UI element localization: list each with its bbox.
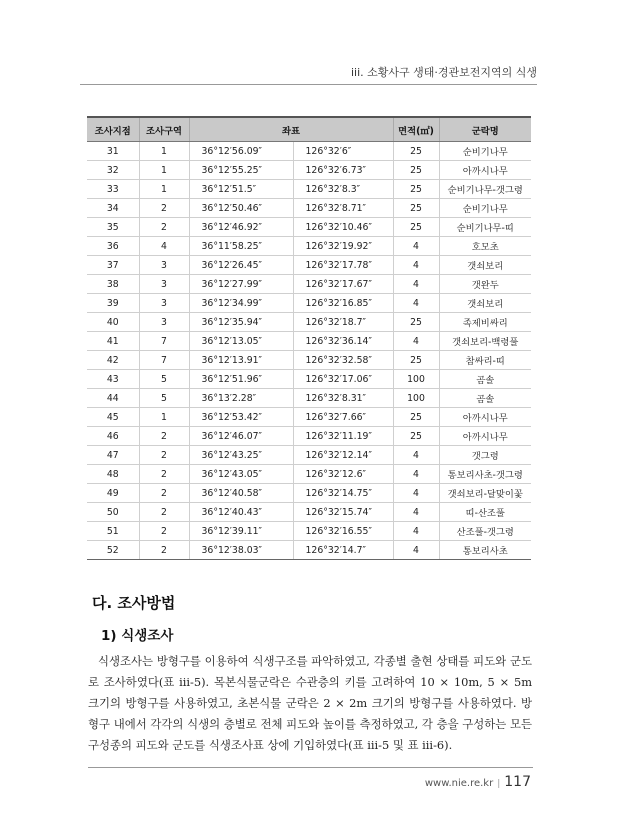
table-row	[87, 446, 531, 465]
cell-longitude: 126°32′11.19″	[293, 427, 393, 446]
footer	[425, 774, 531, 790]
cell-community: 호모초	[439, 237, 531, 256]
cell-site: 45	[87, 408, 139, 427]
table-row	[87, 351, 531, 370]
cell-site: 33	[87, 180, 139, 199]
table-row	[87, 237, 531, 256]
cell-area: 25	[393, 427, 439, 446]
cell-community: 순비기나무-띠	[439, 218, 531, 237]
cell-latitude: 36°12′56.09″	[189, 142, 293, 161]
cell-site: 31	[87, 142, 139, 161]
cell-area: 4	[393, 256, 439, 275]
cell-area: 4	[393, 332, 439, 351]
cell-community: 갯완두	[439, 275, 531, 294]
cell-longitude: 126°32′12.14″	[293, 446, 393, 465]
cell-community: 갯쇠보리	[439, 294, 531, 313]
cell-site: 46	[87, 427, 139, 446]
cell-community: 족제비싸리	[439, 313, 531, 332]
cell-area: 25	[393, 161, 439, 180]
cell-latitude: 36°12′53.42″	[189, 408, 293, 427]
cell-latitude: 36°12′27.99″	[189, 275, 293, 294]
cell-zone: 2	[139, 446, 189, 465]
table-row	[87, 332, 531, 351]
cell-site: 34	[87, 199, 139, 218]
cell-area: 4	[393, 465, 439, 484]
cell-community: 아까시나무	[439, 408, 531, 427]
table-row	[87, 522, 531, 541]
cell-longitude: 126°32′12.6″	[293, 465, 393, 484]
cell-community: 산조풀-갯그령	[439, 522, 531, 541]
cell-longitude: 126°32′32.58″	[293, 351, 393, 370]
cell-area: 4	[393, 522, 439, 541]
cell-zone: 2	[139, 484, 189, 503]
cell-area: 4	[393, 484, 439, 503]
footer-url: www.nie.re.kr	[424, 778, 494, 789]
cell-community: 아까시나무	[439, 161, 531, 180]
cell-longitude: 126°32′17.67″	[293, 275, 393, 294]
cell-zone: 5	[139, 370, 189, 389]
table-row	[87, 370, 531, 389]
header-area: 면적(㎡)	[393, 117, 439, 142]
body-paragraph: 식생조사는 방형구를 이용하여 식생구조를 파악하였고, 각종별 출현 상태를 피도와 군도로 조사하였다(표 iii-5). 목본식물군락은 수관층의 키를 고려하여 10 × 10m, 5 × 5m 크기의 방형구를 사용하였고, 초본식물 군락은 2 × 2m 크기의 방형구를 사용하였다. 방형구 내에서 각각의 식생의 층별로 전체 피도와 높이를 측정하였고, 각 층을 구성하는 모든 구성종의 피도와 군도를 식생조사표 상에 기입하였다(표 iii-5 및 표 iii-6).	[88, 654, 532, 752]
cell-zone: 1	[139, 180, 189, 199]
cell-zone: 3	[139, 256, 189, 275]
cell-zone: 7	[139, 351, 189, 370]
cell-site: 52	[87, 541, 139, 560]
cell-latitude: 36°12′13.05″	[189, 332, 293, 351]
cell-site: 38	[87, 275, 139, 294]
cell-community: 띠-산조풀	[439, 503, 531, 522]
subsection-title: 1) 식생조사	[101, 628, 174, 644]
cell-site: 35	[87, 218, 139, 237]
footer-divider	[88, 767, 533, 768]
cell-site: 44	[87, 389, 139, 408]
survey-site-table	[87, 116, 531, 560]
cell-latitude: 36°12′50.46″	[189, 199, 293, 218]
cell-area: 4	[393, 294, 439, 313]
cell-zone: 2	[139, 199, 189, 218]
table-row	[87, 313, 531, 332]
cell-latitude: 36°12′43.05″	[189, 465, 293, 484]
cell-community: 순비기나무	[439, 142, 531, 161]
cell-longitude: 126°32′10.46″	[293, 218, 393, 237]
table-row	[87, 427, 531, 446]
cell-site: 36	[87, 237, 139, 256]
cell-longitude: 126°32′17.06″	[293, 370, 393, 389]
cell-area: 100	[393, 389, 439, 408]
table-row	[87, 294, 531, 313]
table-row	[87, 275, 531, 294]
cell-community: 갯쇠보리-백령풀	[439, 332, 531, 351]
cell-longitude: 126°32′6″	[293, 142, 393, 161]
section-title: 다. 조사방법	[92, 594, 176, 612]
cell-latitude: 36°12′46.92″	[189, 218, 293, 237]
cell-latitude: 36°13′2.28″	[189, 389, 293, 408]
cell-zone: 7	[139, 332, 189, 351]
cell-latitude: 36°12′40.58″	[189, 484, 293, 503]
table-body	[87, 142, 531, 560]
cell-site: 51	[87, 522, 139, 541]
table-row	[87, 389, 531, 408]
cell-area: 100	[393, 370, 439, 389]
cell-latitude: 36°12′51.5″	[189, 180, 293, 199]
cell-longitude: 126°32′14.7″	[293, 541, 393, 560]
cell-site: 37	[87, 256, 139, 275]
cell-area: 25	[393, 180, 439, 199]
cell-zone: 3	[139, 294, 189, 313]
cell-site: 49	[87, 484, 139, 503]
cell-longitude: 126°32′36.14″	[293, 332, 393, 351]
cell-community: 곰솔	[439, 389, 531, 408]
cell-community: 아까시나무	[439, 427, 531, 446]
cell-zone: 2	[139, 503, 189, 522]
table-row	[87, 142, 531, 161]
table-row	[87, 161, 531, 180]
table-header-row	[87, 117, 531, 142]
cell-community: 갯쇠보리	[439, 256, 531, 275]
cell-latitude: 36°12′34.99″	[189, 294, 293, 313]
cell-longitude: 126°32′18.7″	[293, 313, 393, 332]
header-coordinates: 좌표	[189, 117, 393, 142]
cell-site: 41	[87, 332, 139, 351]
cell-longitude: 126°32′19.92″	[293, 237, 393, 256]
cell-latitude: 36°11′58.25″	[189, 237, 293, 256]
cell-area: 4	[393, 541, 439, 560]
header-community: 군락명	[439, 117, 531, 142]
cell-latitude: 36°12′13.91″	[189, 351, 293, 370]
cell-site: 42	[87, 351, 139, 370]
running-header: iii. 소황사구 생태·경관보전지역의 식생	[350, 66, 537, 79]
table-row	[87, 180, 531, 199]
cell-longitude: 126°32′16.55″	[293, 522, 393, 541]
table-row	[87, 484, 531, 503]
cell-latitude: 36°12′40.43″	[189, 503, 293, 522]
cell-area: 25	[393, 313, 439, 332]
cell-area: 25	[393, 218, 439, 237]
cell-latitude: 36°12′51.96″	[189, 370, 293, 389]
table-row	[87, 218, 531, 237]
cell-area: 4	[393, 275, 439, 294]
header-divider	[80, 84, 537, 85]
cell-site: 43	[87, 370, 139, 389]
cell-longitude: 126°32′15.74″	[293, 503, 393, 522]
table-row	[87, 256, 531, 275]
table-row	[87, 408, 531, 427]
cell-latitude: 36°12′26.45″	[189, 256, 293, 275]
cell-zone: 1	[139, 142, 189, 161]
cell-community: 곰솔	[439, 370, 531, 389]
page-number: 117	[504, 774, 531, 790]
cell-area: 4	[393, 503, 439, 522]
cell-area: 25	[393, 351, 439, 370]
cell-community: 통보리사초	[439, 541, 531, 560]
cell-latitude: 36°12′38.03″	[189, 541, 293, 560]
cell-longitude: 126°32′8.31″	[293, 389, 393, 408]
cell-zone: 2	[139, 427, 189, 446]
cell-zone: 5	[139, 389, 189, 408]
cell-site: 50	[87, 503, 139, 522]
cell-latitude: 36°12′43.25″	[189, 446, 293, 465]
cell-area: 4	[393, 237, 439, 256]
cell-community: 갯쇠보리-달맞이꽃	[439, 484, 531, 503]
cell-latitude: 36°12′46.07″	[189, 427, 293, 446]
cell-zone: 1	[139, 408, 189, 427]
cell-area: 25	[393, 408, 439, 427]
cell-longitude: 126°32′6.73″	[293, 161, 393, 180]
header-site: 조사지점	[87, 117, 139, 142]
cell-community: 참싸리-띠	[439, 351, 531, 370]
cell-longitude: 126°32′16.85″	[293, 294, 393, 313]
cell-site: 48	[87, 465, 139, 484]
cell-area: 4	[393, 446, 439, 465]
cell-zone: 2	[139, 522, 189, 541]
cell-zone: 3	[139, 275, 189, 294]
cell-site: 32	[87, 161, 139, 180]
cell-longitude: 126°32′14.75″	[293, 484, 393, 503]
cell-community: 순비기나무	[439, 199, 531, 218]
cell-zone: 1	[139, 161, 189, 180]
cell-longitude: 126°32′8.71″	[293, 199, 393, 218]
table-row	[87, 503, 531, 522]
cell-zone: 2	[139, 218, 189, 237]
cell-latitude: 36°12′55.25″	[189, 161, 293, 180]
cell-community: 순비기나무-갯그령	[439, 180, 531, 199]
cell-latitude: 36°12′39.11″	[189, 522, 293, 541]
cell-zone: 2	[139, 541, 189, 560]
cell-latitude: 36°12′35.94″	[189, 313, 293, 332]
cell-community: 통보리사초-갯그령	[439, 465, 531, 484]
footer-separator: |	[497, 779, 501, 789]
table-row	[87, 541, 531, 560]
cell-longitude: 126°32′8.3″	[293, 180, 393, 199]
cell-community: 갯그령	[439, 446, 531, 465]
cell-zone: 3	[139, 313, 189, 332]
cell-zone: 4	[139, 237, 189, 256]
cell-site: 47	[87, 446, 139, 465]
cell-site: 39	[87, 294, 139, 313]
header-zone: 조사구역	[139, 117, 189, 142]
cell-site: 40	[87, 313, 139, 332]
cell-area: 25	[393, 142, 439, 161]
table-row	[87, 199, 531, 218]
cell-zone: 2	[139, 465, 189, 484]
cell-longitude: 126°32′17.78″	[293, 256, 393, 275]
table-row	[87, 465, 531, 484]
cell-area: 25	[393, 199, 439, 218]
cell-longitude: 126°32′7.66″	[293, 408, 393, 427]
